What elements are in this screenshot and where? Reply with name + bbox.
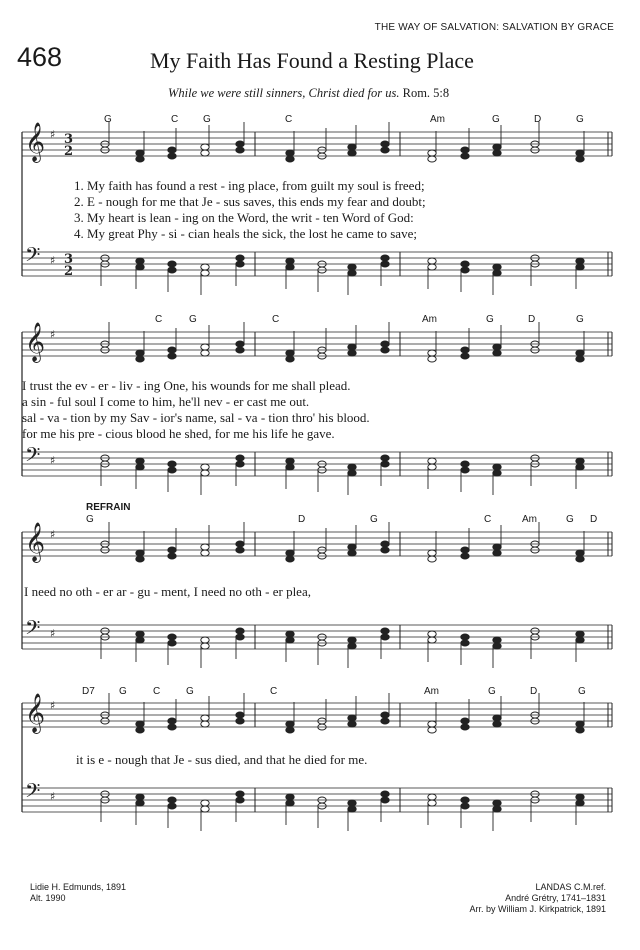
note-head [381, 455, 389, 461]
note-head [493, 643, 501, 649]
lyric-line-verse-2: a sin - ful soul I come to him, he'll nev - er cast me out. [22, 394, 310, 409]
note-head [493, 806, 501, 812]
note-head [576, 356, 584, 362]
note-head [576, 156, 584, 162]
note-head [428, 264, 436, 270]
note-head [136, 356, 144, 362]
note-head [348, 550, 356, 556]
note-head [576, 350, 584, 356]
note-head [428, 464, 436, 470]
note-head [461, 467, 469, 473]
treble-clef: 𝄞 [25, 122, 46, 162]
note-head [201, 806, 209, 812]
note-head [576, 721, 584, 727]
chord: Am [422, 314, 437, 325]
note-head [136, 258, 144, 264]
note-head [168, 553, 176, 559]
note-head [136, 156, 144, 162]
note-head [201, 144, 209, 150]
chord: G [578, 686, 586, 697]
note-head [136, 637, 144, 643]
note-head [428, 800, 436, 806]
bass-clef: 𝄢 [25, 779, 41, 807]
note-head [493, 470, 501, 476]
note-head [201, 637, 209, 643]
note-head [236, 141, 244, 147]
note-head [381, 147, 389, 153]
note-head [136, 458, 144, 464]
hymn-title: My Faith Has Found a Resting Place [150, 48, 474, 73]
note-head [348, 344, 356, 350]
note-head [201, 721, 209, 727]
chord: G [486, 314, 494, 325]
note-head [461, 724, 469, 730]
note-head [493, 344, 501, 350]
note-head [493, 150, 501, 156]
sharp-key-signature: ♯ [50, 254, 56, 267]
credits-right [469, 882, 606, 915]
note-head [428, 631, 436, 637]
note-head [168, 634, 176, 640]
note-head [348, 800, 356, 806]
note-head [168, 147, 176, 153]
note-head [201, 264, 209, 270]
note-head [493, 637, 501, 643]
note-head [493, 715, 501, 721]
note-head [381, 255, 389, 261]
note-head [461, 267, 469, 273]
note-head [576, 258, 584, 264]
note-head [236, 455, 244, 461]
note-head [201, 150, 209, 156]
epigraph-reference: Rom. 5:8 [402, 86, 450, 100]
treble-clef: 𝄞 [25, 322, 46, 362]
note-head [136, 264, 144, 270]
note-head [461, 147, 469, 153]
note-head [286, 800, 294, 806]
note-head [381, 141, 389, 147]
note-head [428, 794, 436, 800]
note-head [428, 550, 436, 556]
time-signature-bottom: 2 [64, 144, 74, 159]
credit-author: Lidie H. Edmunds, 1891 [30, 882, 127, 892]
note-head [168, 347, 176, 353]
note-head [461, 461, 469, 467]
note-head [201, 544, 209, 550]
note-head [381, 261, 389, 267]
note-head [168, 461, 176, 467]
note-head [286, 156, 294, 162]
note-head [236, 634, 244, 640]
note-head [381, 347, 389, 353]
treble-clef: 𝄞 [25, 522, 46, 562]
note-head [348, 270, 356, 276]
note-head [381, 541, 389, 547]
note-head [286, 258, 294, 264]
sharp-key-signature: ♯ [50, 128, 56, 141]
lyric-line-refrain-2: it is e - nough that Je - sus died, and that he died for me. [76, 752, 368, 767]
page-header: THE WAY OF SALVATION: SALVATION BY GRACE [374, 22, 614, 33]
note-head [493, 464, 501, 470]
lyric-line-verse-3: sal - va - tion by my Sav - ior's name, sal - va - tion thro' his blood. [22, 410, 370, 425]
note-head [201, 550, 209, 556]
note-head [576, 794, 584, 800]
note-head [493, 800, 501, 806]
chord: Am [424, 686, 439, 697]
note-head [168, 547, 176, 553]
note-head [286, 637, 294, 643]
note-head [428, 350, 436, 356]
note-head [348, 643, 356, 649]
note-head [493, 264, 501, 270]
note-head [136, 794, 144, 800]
note-head [201, 470, 209, 476]
chord: Am [430, 114, 445, 125]
sharp-key-signature: ♯ [50, 454, 56, 467]
note-head [201, 643, 209, 649]
note-head [348, 144, 356, 150]
credits-left [30, 882, 126, 904]
lyric-line-verse-1: I trust the ev - er - liv - ing One, his wounds for me shall plead. [22, 378, 351, 393]
note-head [136, 727, 144, 733]
note-head [461, 553, 469, 559]
chord: G [203, 114, 211, 125]
note-head [576, 556, 584, 562]
note-head [493, 544, 501, 550]
note-head [493, 144, 501, 150]
chord: C [153, 686, 161, 697]
note-head [168, 467, 176, 473]
lyric-line-verse-4: for me his pre - cious blood he shed, for me his life he gave. [22, 426, 335, 441]
note-head [136, 550, 144, 556]
lyric-line-verse-4: 4. My great Phy - si - cian heals the sick, the lost he came to save; [74, 226, 417, 241]
note-head [381, 712, 389, 718]
lyric-line-verse-1: 1. My faith has found a rest - ing place, from guilt my soul is freed; [74, 178, 425, 193]
chord: G [189, 314, 197, 325]
note-head [428, 156, 436, 162]
chord: C [155, 314, 163, 325]
note-head [236, 341, 244, 347]
chord: D [530, 686, 538, 697]
note-head [428, 356, 436, 362]
note-head [461, 803, 469, 809]
note-head [348, 350, 356, 356]
note-head [381, 797, 389, 803]
lyric-line-refrain-1: I need no oth - er ar - gu - ment, I need no oth - er plea, [24, 584, 311, 599]
note-head [576, 550, 584, 556]
note-head [168, 724, 176, 730]
note-head [286, 464, 294, 470]
note-head [236, 797, 244, 803]
note-head [576, 150, 584, 156]
note-head [136, 631, 144, 637]
note-head [576, 800, 584, 806]
credit-tune-name: LANDAS C.M.ref. [535, 882, 606, 892]
credit-composer: André Grétry, 1741–1831 [505, 893, 606, 903]
note-head [576, 458, 584, 464]
note-head [381, 628, 389, 634]
sharp-key-signature: ♯ [50, 328, 56, 341]
note-head [348, 806, 356, 812]
sharp-key-signature: ♯ [50, 627, 56, 640]
note-head [286, 350, 294, 356]
chord: C [285, 114, 293, 125]
note-head [381, 461, 389, 467]
note-head [286, 150, 294, 156]
note-head [286, 356, 294, 362]
chord: C [171, 114, 179, 125]
note-head [461, 153, 469, 159]
chord: D7 [82, 686, 95, 697]
credit-arranger: Arr. by William J. Kirkpatrick, 1891 [469, 904, 606, 914]
chord: G [104, 114, 112, 125]
note-head [168, 261, 176, 267]
chord: D [528, 314, 536, 325]
note-head [461, 640, 469, 646]
note-head [286, 794, 294, 800]
note-head [201, 715, 209, 721]
note-head [381, 791, 389, 797]
chord: D [298, 514, 306, 525]
note-head [348, 715, 356, 721]
note-head [348, 264, 356, 270]
time-signature-top: 3 [64, 252, 74, 267]
note-head [201, 464, 209, 470]
chord: D [590, 514, 598, 525]
note-head [576, 464, 584, 470]
note-head [201, 270, 209, 276]
hymn-number: 468 [17, 42, 63, 72]
note-head [236, 791, 244, 797]
lyric-line-verse-2: 2. E - nough for me that Je - sus saves, this ends my fear and doubt; [74, 194, 426, 209]
note-head [576, 637, 584, 643]
note-head [461, 347, 469, 353]
time-signature-bottom: 2 [64, 264, 74, 279]
note-head [576, 727, 584, 733]
note-head [493, 550, 501, 556]
note-head [286, 264, 294, 270]
note-head [201, 800, 209, 806]
time-signature-top: 3 [64, 132, 74, 147]
note-head [136, 464, 144, 470]
note-head [236, 261, 244, 267]
bass-clef: 𝄢 [25, 616, 41, 644]
sharp-key-signature: ♯ [50, 699, 56, 712]
chord: G [119, 686, 127, 697]
chord: G [576, 114, 584, 125]
chord: G [370, 514, 378, 525]
note-head [576, 631, 584, 637]
note-head [461, 547, 469, 553]
note-head [136, 350, 144, 356]
note-head [136, 800, 144, 806]
note-head [493, 350, 501, 356]
note-head [286, 556, 294, 562]
note-head [201, 350, 209, 356]
treble-clef: 𝄞 [25, 693, 46, 733]
note-head [168, 153, 176, 159]
sharp-key-signature: ♯ [50, 790, 56, 803]
note-head [286, 721, 294, 727]
note-head [381, 341, 389, 347]
note-head [236, 628, 244, 634]
chord: G [86, 514, 94, 525]
note-head [168, 353, 176, 359]
note-head [286, 550, 294, 556]
chord: G [492, 114, 500, 125]
chord: G [186, 686, 194, 697]
note-head [348, 721, 356, 727]
note-head [576, 264, 584, 270]
note-head [348, 150, 356, 156]
note-head [348, 470, 356, 476]
note-head [428, 727, 436, 733]
note-head [461, 634, 469, 640]
note-head [236, 547, 244, 553]
chord: G [488, 686, 496, 697]
note-head [348, 464, 356, 470]
note-head [461, 718, 469, 724]
note-head [236, 718, 244, 724]
note-head [168, 803, 176, 809]
note-head [428, 637, 436, 643]
note-head [286, 458, 294, 464]
note-head [348, 544, 356, 550]
note-head [168, 267, 176, 273]
credit-alteration: Alt. 1990 [30, 893, 66, 903]
chord: C [270, 686, 278, 697]
note-head [236, 712, 244, 718]
epigraph-text: While we were still sinners, Christ died for us. [168, 86, 400, 100]
note-head [493, 721, 501, 727]
note-head [348, 637, 356, 643]
note-head [136, 721, 144, 727]
note-head [428, 458, 436, 464]
note-head [428, 258, 436, 264]
note-head [136, 556, 144, 562]
note-head [461, 353, 469, 359]
refrain-label: REFRAIN [86, 502, 131, 513]
note-head [168, 640, 176, 646]
note-head [236, 347, 244, 353]
note-head [236, 461, 244, 467]
chord: G [566, 514, 574, 525]
note-head [381, 634, 389, 640]
bass-clef: 𝄢 [25, 443, 41, 471]
chord: Am [522, 514, 537, 525]
chord: C [272, 314, 280, 325]
note-head [286, 727, 294, 733]
note-head [493, 270, 501, 276]
note-head [428, 556, 436, 562]
note-head [236, 255, 244, 261]
note-head [236, 147, 244, 153]
note-head [428, 150, 436, 156]
chord: G [576, 314, 584, 325]
lyric-line-verse-3: 3. My heart is lean - ing on the Word, the writ - ten Word of God: [74, 210, 414, 225]
bass-clef: 𝄢 [25, 243, 41, 271]
note-head [236, 541, 244, 547]
note-head [201, 344, 209, 350]
chord: D [534, 114, 542, 125]
note-head [381, 718, 389, 724]
note-head [381, 547, 389, 553]
note-head [461, 261, 469, 267]
sharp-key-signature: ♯ [50, 528, 56, 541]
chord: C [484, 514, 492, 525]
note-head [461, 797, 469, 803]
note-head [168, 797, 176, 803]
note-head [168, 718, 176, 724]
note-head [428, 721, 436, 727]
note-head [136, 150, 144, 156]
note-head [286, 631, 294, 637]
